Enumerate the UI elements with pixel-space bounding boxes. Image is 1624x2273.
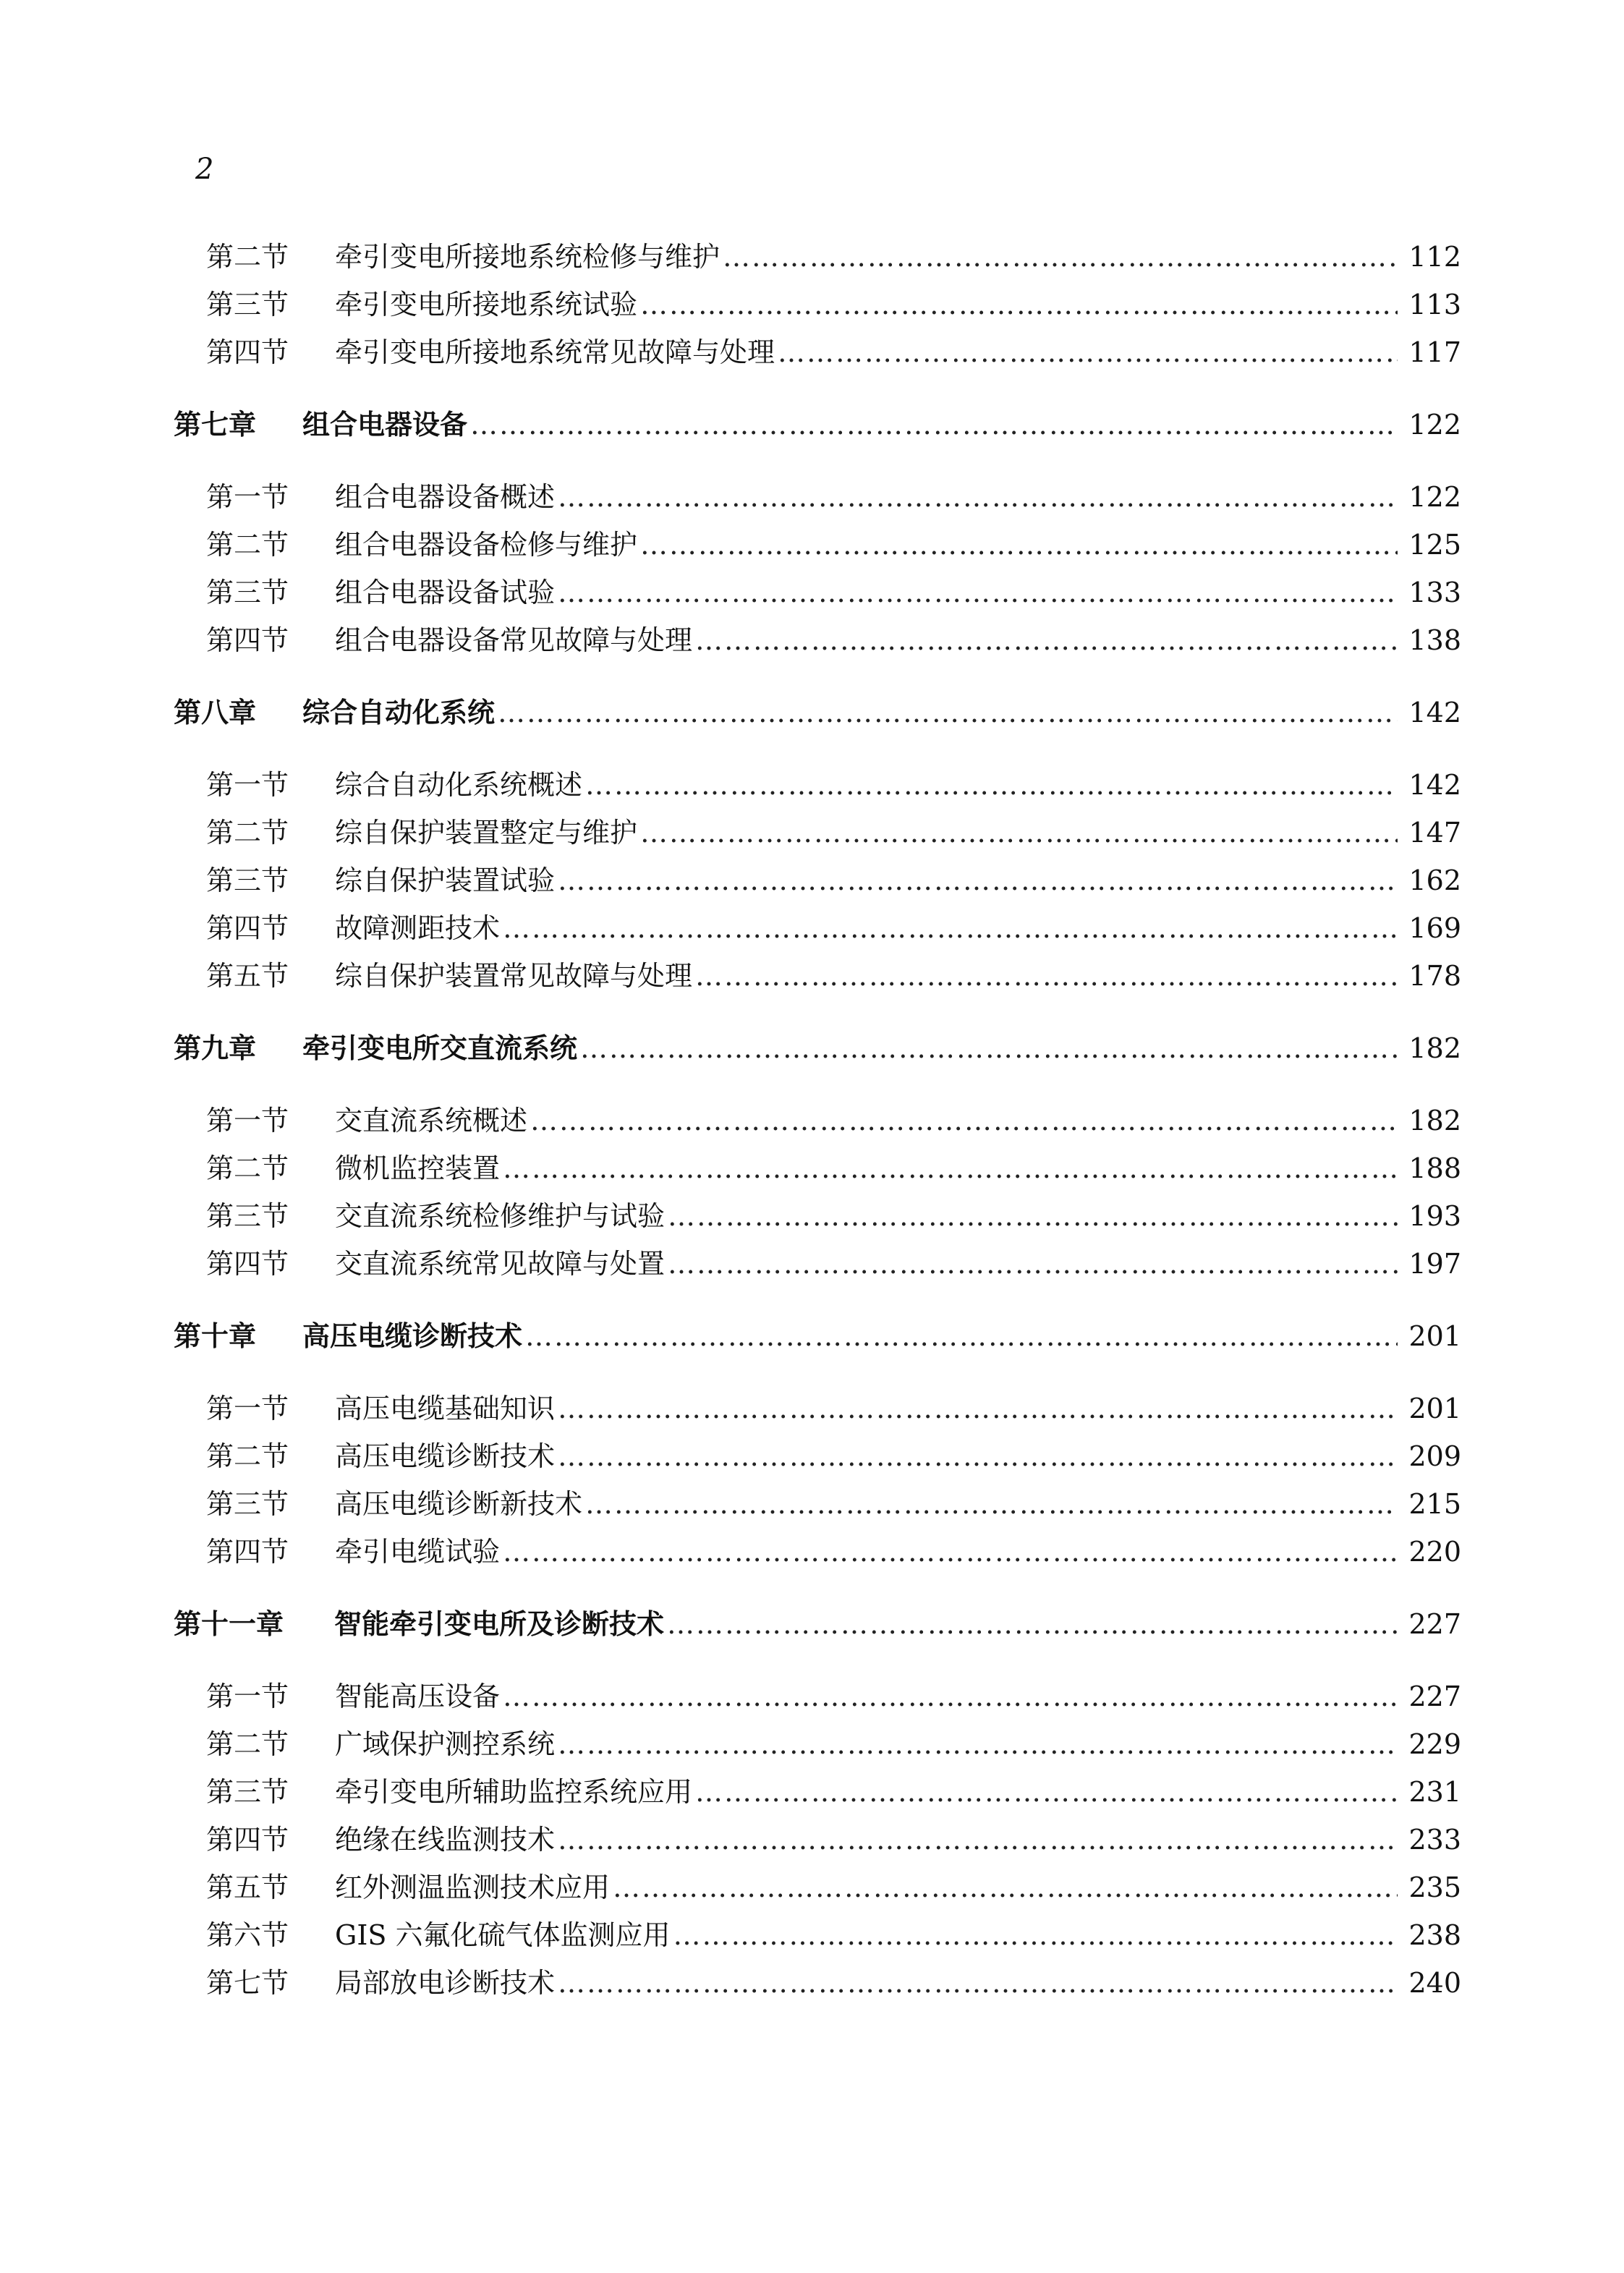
page-ref: 227 bbox=[1408, 1681, 1461, 1712]
section-number: 第三节 bbox=[206, 864, 289, 896]
chapter-number: 第十一章 bbox=[174, 1608, 284, 1640]
section-number: 第二节 bbox=[206, 1440, 289, 1472]
dot-leader bbox=[525, 1314, 1398, 1358]
section-title: 组合电器设备试验 bbox=[335, 577, 556, 608]
section-title: 牵引电缆试验 bbox=[335, 1536, 501, 1568]
dot-leader bbox=[470, 403, 1398, 446]
section-title: 交直流系统检修维护与试验 bbox=[335, 1200, 666, 1232]
toc-entry[interactable] bbox=[206, 1675, 1461, 1718]
dot-leader bbox=[668, 1242, 1398, 1286]
section-number: 第三节 bbox=[206, 289, 289, 320]
toc-entry[interactable] bbox=[206, 1435, 1461, 1478]
page-ref: 227 bbox=[1408, 1608, 1461, 1640]
toc-entry[interactable] bbox=[206, 235, 1461, 279]
page-ref: 238 bbox=[1408, 1919, 1461, 1951]
section-title: 局部放电诊断技术 bbox=[335, 1967, 556, 1999]
toc-entry[interactable] bbox=[206, 1722, 1461, 1766]
page-ref: 220 bbox=[1408, 1536, 1461, 1568]
toc-chapter-entry[interactable] bbox=[174, 1314, 1461, 1358]
section-title: 红外测温监测技术应用 bbox=[335, 1871, 611, 1903]
section-number: 第四节 bbox=[206, 336, 289, 368]
toc-entry[interactable] bbox=[206, 331, 1461, 374]
toc-entry[interactable] bbox=[206, 859, 1461, 902]
page-ref: 215 bbox=[1408, 1488, 1461, 1520]
section-number: 第四节 bbox=[206, 1536, 289, 1568]
chapter-title: 智能牵引变电所及诊断技术 bbox=[334, 1608, 665, 1640]
toc-entry[interactable] bbox=[206, 906, 1461, 950]
page-ref: 182 bbox=[1408, 1032, 1461, 1064]
dot-leader bbox=[640, 283, 1398, 326]
section-number: 第一节 bbox=[206, 1393, 289, 1424]
dot-leader bbox=[558, 1435, 1398, 1478]
dot-leader bbox=[558, 1387, 1398, 1430]
section-number: 第四节 bbox=[206, 1824, 289, 1856]
toc-chapter-entry[interactable] bbox=[174, 1027, 1461, 1070]
page-ref: 142 bbox=[1408, 769, 1461, 801]
section-title: 牵引变电所接地系统常见故障与处理 bbox=[335, 336, 775, 368]
chapter-number: 第八章 bbox=[174, 697, 257, 728]
section-title: 交直流系统常见故障与处置 bbox=[335, 1248, 666, 1280]
page-ref: 229 bbox=[1408, 1728, 1461, 1760]
dot-leader bbox=[668, 1194, 1398, 1238]
toc-entry[interactable] bbox=[206, 1099, 1461, 1142]
page-ref: 193 bbox=[1408, 1200, 1461, 1232]
page-ref: 117 bbox=[1408, 336, 1461, 368]
toc-entry[interactable] bbox=[206, 523, 1461, 566]
page-ref: 178 bbox=[1408, 960, 1461, 992]
dot-leader bbox=[695, 1770, 1398, 1814]
toc-entry[interactable] bbox=[206, 475, 1461, 519]
toc-entry[interactable] bbox=[206, 571, 1461, 614]
page-ref: 113 bbox=[1408, 289, 1461, 320]
page-ref: 122 bbox=[1408, 409, 1461, 441]
page-ref: 169 bbox=[1408, 912, 1461, 944]
dot-leader bbox=[558, 1722, 1398, 1766]
section-number: 第二节 bbox=[206, 529, 289, 561]
page-ref: 142 bbox=[1408, 697, 1461, 728]
section-number: 第五节 bbox=[206, 1871, 289, 1903]
chapter-title: 组合电器设备 bbox=[302, 409, 468, 441]
page-ref: 182 bbox=[1408, 1105, 1461, 1136]
toc-entry[interactable] bbox=[206, 1866, 1461, 1909]
section-title: 微机监控装置 bbox=[335, 1152, 501, 1184]
dot-leader bbox=[640, 523, 1398, 566]
section-title: 广域保护测控系统 bbox=[335, 1728, 556, 1760]
section-number: 第五节 bbox=[206, 960, 289, 992]
chapter-number: 第九章 bbox=[174, 1032, 257, 1064]
dot-leader bbox=[558, 859, 1398, 902]
dot-leader bbox=[558, 1818, 1398, 1861]
section-number: 第一节 bbox=[206, 481, 289, 513]
dot-leader bbox=[695, 619, 1398, 662]
section-number: 第六节 bbox=[206, 1919, 289, 1951]
toc-chapter-entry[interactable] bbox=[174, 691, 1461, 734]
page-ref: 125 bbox=[1408, 529, 1461, 561]
dot-leader bbox=[503, 1530, 1398, 1573]
toc-entry[interactable] bbox=[206, 811, 1461, 854]
page-ref: 240 bbox=[1408, 1967, 1461, 1999]
toc-entry[interactable] bbox=[206, 1913, 1461, 1957]
section-number: 第三节 bbox=[206, 1200, 289, 1232]
dot-leader bbox=[558, 571, 1398, 614]
page-ref: 133 bbox=[1408, 577, 1461, 608]
toc-entry[interactable] bbox=[206, 619, 1461, 662]
section-title: 牵引变电所接地系统试验 bbox=[335, 289, 638, 320]
section-number: 第三节 bbox=[206, 1488, 289, 1520]
section-number: 第四节 bbox=[206, 1248, 289, 1280]
dot-leader bbox=[558, 1961, 1398, 2005]
section-title: 牵引变电所接地系统检修与维护 bbox=[335, 241, 720, 273]
section-number: 第二节 bbox=[206, 1728, 289, 1760]
page-ref: 147 bbox=[1408, 817, 1461, 849]
toc-chapter-entry[interactable] bbox=[174, 1602, 1461, 1646]
page-ref: 201 bbox=[1408, 1393, 1461, 1424]
section-title: 绝缘在线监测技术 bbox=[335, 1824, 556, 1856]
dot-leader bbox=[558, 475, 1398, 519]
chapter-title: 牵引变电所交直流系统 bbox=[302, 1032, 578, 1064]
section-title: 组合电器设备概述 bbox=[335, 481, 556, 513]
section-number: 第七节 bbox=[206, 1967, 289, 1999]
section-title: 组合电器设备检修与维护 bbox=[335, 529, 638, 561]
dot-leader bbox=[640, 811, 1398, 854]
dot-leader bbox=[667, 1602, 1398, 1646]
toc-entry[interactable] bbox=[206, 954, 1461, 998]
section-title: 牵引变电所辅助监控系统应用 bbox=[335, 1776, 693, 1808]
toc-entry[interactable] bbox=[206, 763, 1461, 807]
section-number: 第二节 bbox=[206, 241, 289, 273]
dot-leader bbox=[613, 1866, 1398, 1909]
dot-leader bbox=[580, 1027, 1398, 1070]
toc-entry[interactable] bbox=[206, 1482, 1461, 1526]
section-title: 故障测距技术 bbox=[335, 912, 501, 944]
section-number: 第二节 bbox=[206, 817, 289, 849]
toc-entry[interactable] bbox=[206, 1961, 1461, 2005]
chapter-number: 第七章 bbox=[174, 409, 257, 441]
section-number: 第三节 bbox=[206, 577, 289, 608]
chapter-title: 高压电缆诊断技术 bbox=[302, 1320, 523, 1352]
chapter-number: 第十章 bbox=[174, 1320, 257, 1352]
toc-entry[interactable] bbox=[206, 283, 1461, 326]
section-title: 综自保护装置整定与维护 bbox=[335, 817, 638, 849]
section-number: 第四节 bbox=[206, 912, 289, 944]
page-ref: 233 bbox=[1408, 1824, 1461, 1856]
toc-entry[interactable] bbox=[206, 1387, 1461, 1430]
section-number: 第三节 bbox=[206, 1776, 289, 1808]
section-title: GIS 六氟化硫气体监测应用 bbox=[335, 1919, 671, 1951]
toc-entry[interactable] bbox=[206, 1147, 1461, 1190]
dot-leader bbox=[503, 906, 1398, 950]
page-number: 2 bbox=[195, 153, 214, 186]
dot-leader bbox=[723, 235, 1398, 279]
dot-leader bbox=[778, 331, 1398, 374]
dot-leader bbox=[530, 1099, 1398, 1142]
section-title: 交直流系统概述 bbox=[335, 1105, 528, 1136]
page-ref: 138 bbox=[1408, 624, 1461, 656]
toc-entry[interactable] bbox=[206, 1530, 1461, 1573]
page-ref: 188 bbox=[1408, 1152, 1461, 1184]
section-title: 高压电缆诊断技术 bbox=[335, 1440, 556, 1472]
section-number: 第一节 bbox=[206, 769, 289, 801]
toc-entry[interactable] bbox=[206, 1242, 1461, 1286]
chapter-title: 综合自动化系统 bbox=[302, 697, 496, 728]
page-ref: 112 bbox=[1408, 241, 1461, 273]
section-title: 组合电器设备常见故障与处理 bbox=[335, 624, 693, 656]
page-ref: 197 bbox=[1408, 1248, 1461, 1280]
section-number: 第一节 bbox=[206, 1681, 289, 1712]
section-number: 第四节 bbox=[206, 624, 289, 656]
page-ref: 162 bbox=[1408, 864, 1461, 896]
page-ref: 209 bbox=[1408, 1440, 1461, 1472]
page-ref: 122 bbox=[1408, 481, 1461, 513]
dot-leader bbox=[673, 1913, 1398, 1957]
section-number: 第二节 bbox=[206, 1152, 289, 1184]
section-title: 综自保护装置常见故障与处理 bbox=[335, 960, 693, 992]
page-ref: 231 bbox=[1408, 1776, 1461, 1808]
page-ref: 201 bbox=[1408, 1320, 1461, 1352]
dot-leader bbox=[695, 954, 1398, 998]
section-title: 智能高压设备 bbox=[335, 1681, 501, 1712]
section-title: 高压电缆诊断新技术 bbox=[335, 1488, 583, 1520]
dot-leader bbox=[503, 1147, 1398, 1190]
dot-leader bbox=[498, 691, 1398, 734]
toc-entry[interactable] bbox=[206, 1770, 1461, 1814]
page-ref: 235 bbox=[1408, 1871, 1461, 1903]
section-title: 高压电缆基础知识 bbox=[335, 1393, 556, 1424]
toc-entry[interactable] bbox=[206, 1818, 1461, 1861]
section-title: 综自保护装置试验 bbox=[335, 864, 556, 896]
dot-leader bbox=[585, 763, 1398, 807]
dot-leader bbox=[503, 1675, 1398, 1718]
toc-chapter-entry[interactable] bbox=[174, 403, 1461, 446]
section-title: 综合自动化系统概述 bbox=[335, 769, 583, 801]
section-number: 第一节 bbox=[206, 1105, 289, 1136]
dot-leader bbox=[585, 1482, 1398, 1526]
toc-entry[interactable] bbox=[206, 1194, 1461, 1238]
